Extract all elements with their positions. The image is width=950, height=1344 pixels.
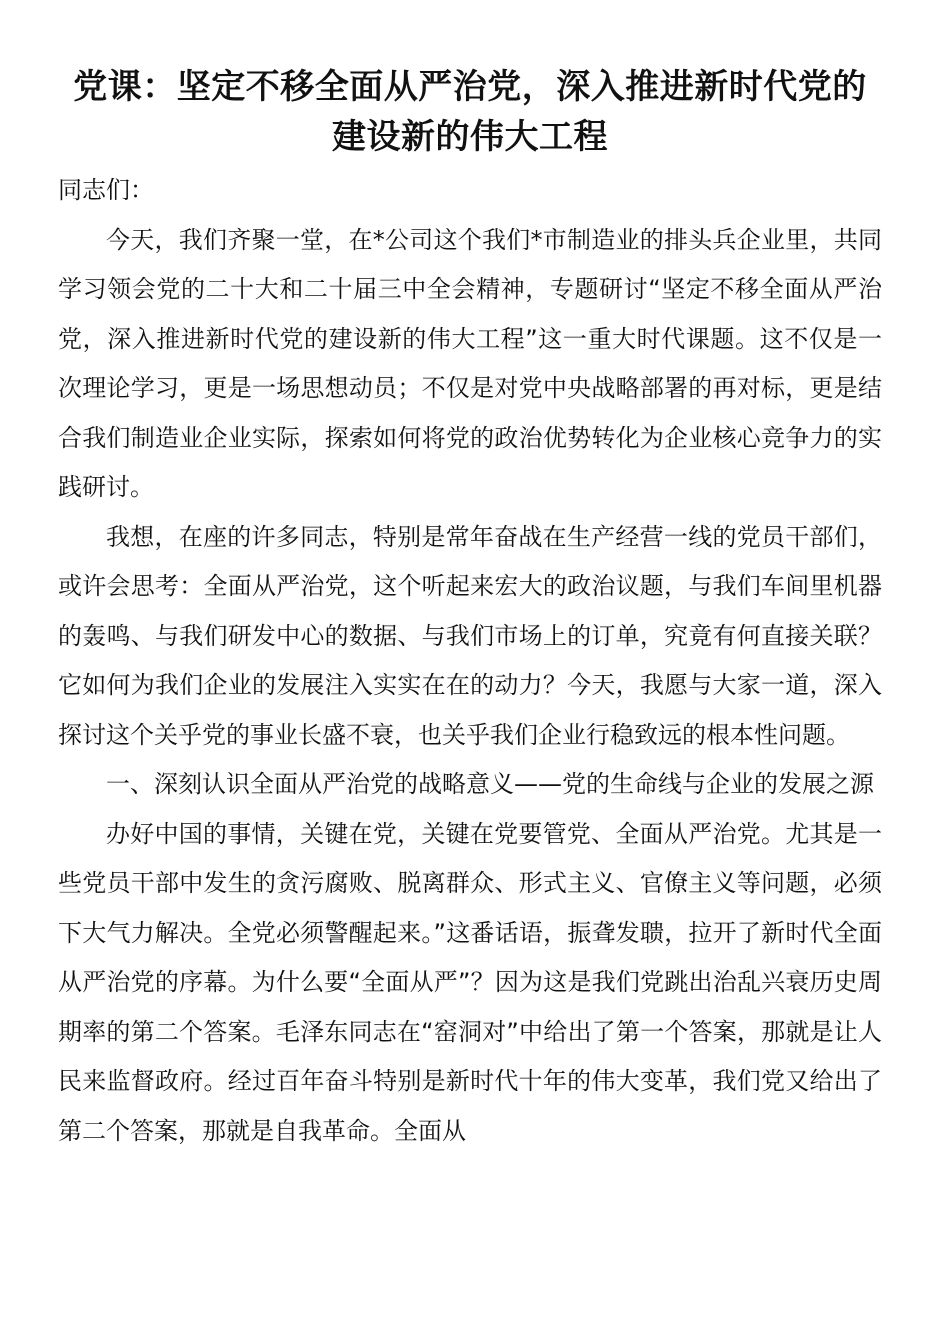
salutation: 同志们： bbox=[58, 176, 154, 204]
paragraph-question: 我想，在座的许多同志，特别是常年奋战在生产经营一线的党员干部们，或许会思考：全面从严治党，这个听起来宏大的政治议题，与我们车间里机器的轰鸣、与我们研发中心的数据、与我们市场上的订单，究竟有何直接关联？它如何为我们企业的发展注入实实在在的动力？今天，我愿与大家一道，深入探讨这个关乎党的事业长盛不衰，也关乎我们企业行稳致远的根本性问题。 bbox=[58, 522, 882, 749]
document-title: 党课：坚定不移全面从严治党，深入推进新时代党的建设新的伟大工程 bbox=[73, 67, 867, 157]
paragraph-section-1: 办好中国的事情，关键在党，关键在党要管党、全面从严治党。尤其是一些党员干部中发生的贪污腐败、脱离群众、形式主义、官僚主义等问题，必须下大气力解决。全党必须警醒起来。”这番话语，振聋发聩，拉开了新时代全面从严治党的序幕。为什么要“全面从严”？因为这是我们党跳出治乱兴衰历史周期率的第二个答案。毛泽东同志在“窑洞对”中给出了第一个答案，那就是让人民来监督政府。经过百年奋斗特别是新时代十年的伟大变革，我们党又给出了第二个答案，那就是自我革命。全面从 bbox=[58, 819, 882, 1145]
paragraph-intro: 今天，我们齐聚一堂，在*公司这个我们*市制造业的排头兵企业里，共同学习领会党的二十大和二十届三中全会精神，专题研讨“坚定不移全面从严治党，深入推进新时代党的建设新的伟大工程”这一重大时代课题。这不仅是一次理论学习，更是一场思想动员；不仅是对党中央战略部署的再对标，更是结合我们制造业企业实际，探索如何将党的政治优势转化为企业核心竞争力的实践研讨。 bbox=[58, 225, 882, 501]
section-heading-1: 一、深刻认识全面从严治党的战略意义——党的生命线与企业的发展之源 bbox=[106, 770, 874, 798]
